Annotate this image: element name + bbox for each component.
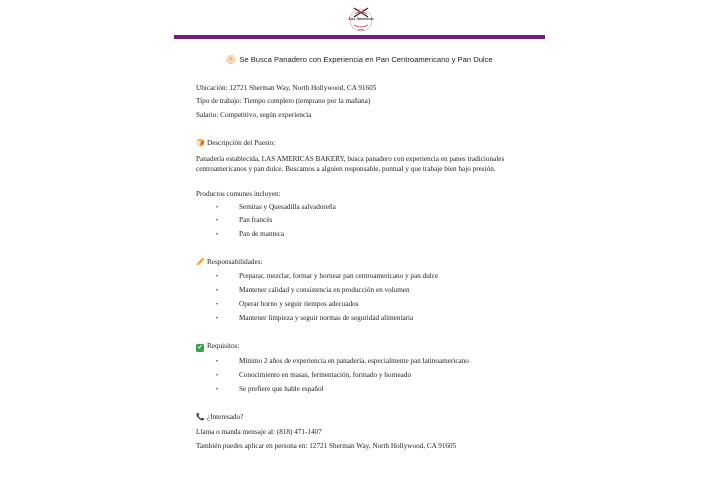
products-heading: Productos comunes incluyen: [196, 190, 281, 198]
responsibilities-heading-text: Responsabilidades: [207, 258, 263, 266]
list-item: • Operar horno y seguir tiempos adecuados [216, 300, 359, 308]
requirements-heading-text: Requisitos: [207, 342, 240, 350]
list-item: • Mínimo 2 años de experiencia en panadería, especialmente pan latinoamericano [216, 357, 469, 365]
bullet-icon: • [216, 302, 219, 308]
description-heading [196, 138, 275, 148]
header-bar [174, 35, 545, 39]
list-item: • Se prefiere que hable español [216, 385, 324, 393]
contact-address: También puedes aplicar en persona en: 12721 Sherman Way, North Hollywood, CA 91605 [196, 442, 457, 450]
description-text: Panadería establecida, LAS AMERICAS BAKERY, busca panadero con experiencia en panes tradicionales centroamericanos y pan dulce. Buscamos a alguien responsable, puntual y que trabaje bien bajo presión. [196, 155, 505, 173]
list-item: • Pan de manteca [216, 230, 285, 238]
bullet-icon: • [216, 373, 219, 379]
contact-phone: Llama o manda mensaje al: (818) 471-1407 [196, 428, 322, 436]
bullet-icon: • [216, 218, 219, 224]
list-item: • Pan francés [216, 216, 273, 224]
bullet-icon: • [216, 288, 219, 294]
list-item: • Semitas y Quesadilla salvadoreña [216, 203, 336, 211]
responsibilities-heading [196, 257, 263, 267]
bullet-icon: • [216, 359, 219, 365]
salary-line: Salario: Competitivo, según experiencia [196, 111, 312, 119]
title-text: Se Busca Panadero con Experiencia en Pan Centroamericano y Pan Dulce [239, 55, 493, 64]
bullet-icon: • [216, 274, 219, 280]
bakery-logo [341, 4, 381, 34]
bullet-icon: • [216, 205, 219, 211]
bullet-icon: • [216, 232, 219, 238]
bullet-icon: • [216, 316, 219, 322]
contact-heading [196, 412, 243, 422]
list-item: • Preparar, mezclar, formar y hornear pan centroamericano y pan dulce [216, 272, 439, 280]
flatbread-icon: 🫓 [226, 55, 237, 64]
contact-heading-text: ¿Interesado? [207, 413, 244, 421]
location-line: Ubicación: 12721 Sherman Way, North Hollywood, CA 91605 [196, 84, 377, 92]
page-title [174, 55, 545, 64]
requirements-heading [196, 341, 239, 352]
baguette-icon: 🥖 [196, 258, 205, 266]
list-item: • Conocimiento en masas, fermentación, formado y horneado [216, 371, 412, 379]
list-item: • Mantener calidad y consistencia en producción en volumen [216, 286, 410, 294]
bullet-icon: • [216, 387, 219, 393]
logo-text: Las Americas [348, 16, 374, 21]
job-type-line: Tipo de trabajo: Tiempo completo (temprano por la mañana) [196, 97, 371, 105]
bread-icon: 🍞 [196, 139, 205, 147]
description-heading-text: Descripción del Puesto: [207, 139, 276, 147]
phone-icon: 📞 [196, 413, 205, 421]
check-icon: ✔ [197, 344, 203, 351]
list-item: • Mantener limpieza y seguir normas de seguridad alimentaria [216, 314, 414, 322]
